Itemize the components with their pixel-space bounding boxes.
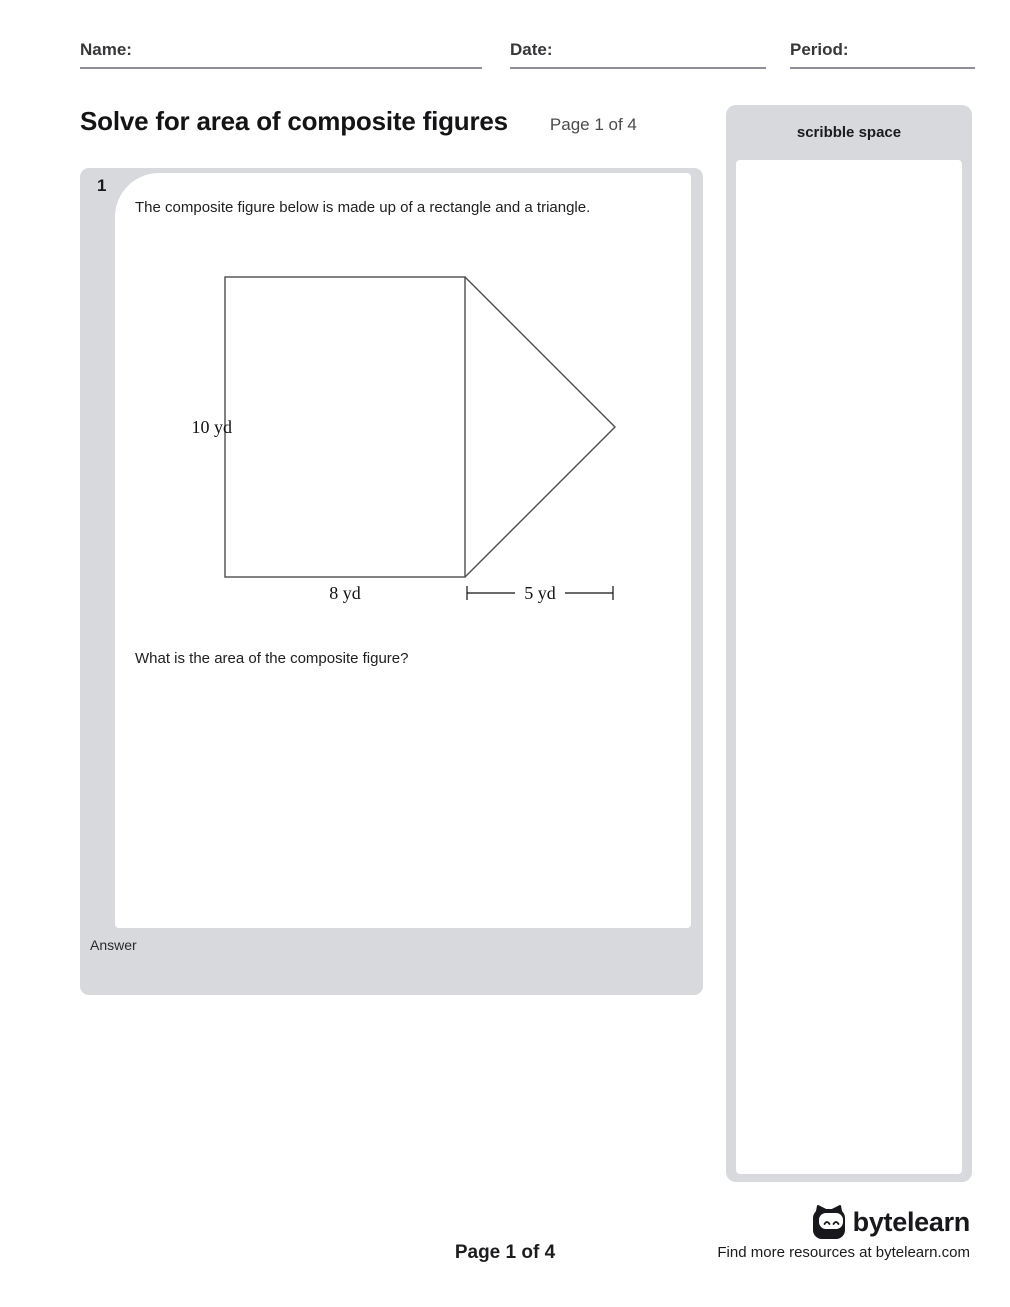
question-panel [115, 173, 691, 928]
scribble-space-title: scribble space [796, 124, 902, 141]
title-row [80, 106, 637, 137]
page-indicator: Page 1 of 4 [549, 115, 637, 134]
bytelearn-logo [811, 1204, 970, 1241]
page-title: Solve for area of composite figures [80, 106, 508, 136]
period-field [790, 40, 975, 69]
bytelearn-cat-icon [811, 1204, 847, 1241]
scribble-space-panel [726, 105, 972, 1182]
figure-triangle [465, 277, 615, 577]
composite-figure-diagram [185, 263, 645, 623]
brand-name: bytelearn [852, 1207, 970, 1237]
answer-label: Answer [90, 937, 137, 953]
question-prompt: The composite figure below is made up of a rectangle and a triangle. [135, 199, 591, 216]
brand-block [717, 1204, 970, 1261]
date-field [510, 40, 766, 69]
question-text: What is the area of the composite figure? [135, 650, 409, 667]
period-label: Period: [790, 40, 849, 59]
question-card [80, 168, 703, 995]
figure-dimension-line [467, 580, 613, 605]
footer-tagline: Find more resources at bytelearn.com [717, 1244, 970, 1261]
figure-height-label: 10 yd [191, 417, 232, 437]
name-label: Name: [80, 40, 132, 59]
figure-triangle-width-label: 5 yd [524, 583, 556, 603]
question-number: 1 [97, 176, 107, 195]
footer-page-number: Page 1 of 4 [454, 1242, 556, 1263]
scribble-area[interactable] [736, 160, 962, 1174]
name-field [80, 40, 482, 69]
figure-base-label: 8 yd [329, 583, 361, 603]
date-label: Date: [510, 40, 553, 59]
figure-rectangle [225, 277, 465, 577]
header-fields [80, 40, 975, 69]
